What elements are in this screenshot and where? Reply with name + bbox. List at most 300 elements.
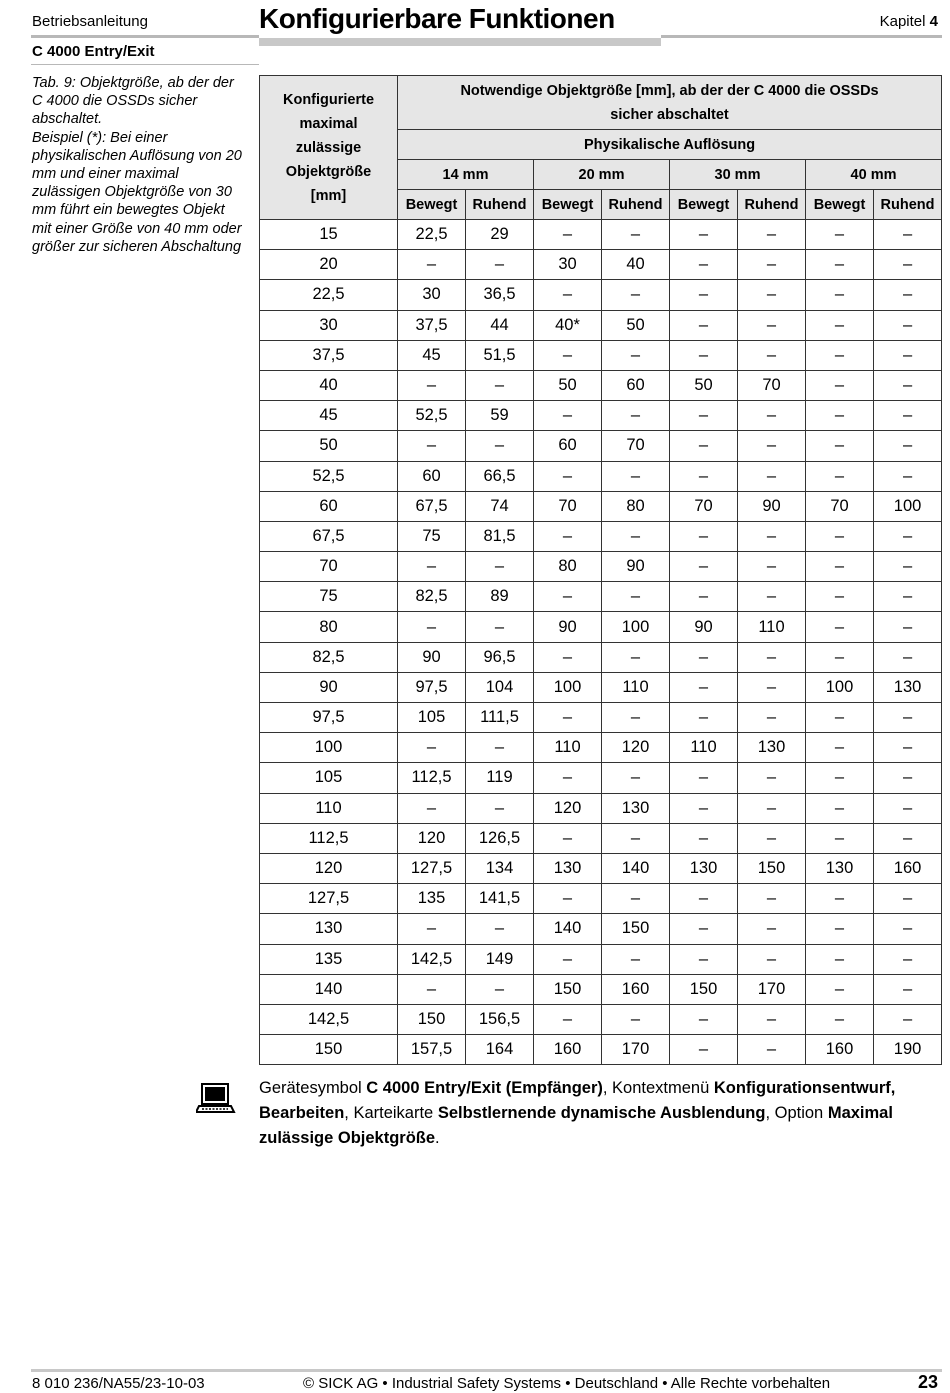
table-cell: 80 — [534, 552, 602, 582]
table-cell: – — [398, 974, 466, 1004]
table-cell: 142,5 — [398, 944, 466, 974]
note-text-segment: , Option — [765, 1104, 828, 1122]
table-cell: – — [466, 733, 534, 763]
table-cell: – — [874, 944, 942, 974]
table-cell: 160 — [874, 853, 942, 883]
table-cell: – — [874, 370, 942, 400]
table-cell: – — [670, 461, 738, 491]
table-cell: 164 — [466, 1035, 534, 1065]
table-cell: 90 — [738, 491, 806, 521]
table-cell: – — [874, 733, 942, 763]
table-cell: – — [806, 793, 874, 823]
table-cell: – — [670, 1035, 738, 1065]
table-row — [260, 310, 942, 340]
table-cell: 190 — [874, 1035, 942, 1065]
table-cell: 150 — [602, 914, 670, 944]
table-cell: 70 — [806, 491, 874, 521]
title-underline — [259, 38, 661, 46]
configured-size-cell: 130 — [260, 914, 398, 944]
note-text-segment: , Kontextmenü — [602, 1079, 714, 1097]
state-header: Ruhend — [466, 190, 534, 220]
table-cell: 90 — [670, 612, 738, 642]
table-cell: – — [670, 763, 738, 793]
table-cell: – — [466, 914, 534, 944]
table-cell: 170 — [738, 974, 806, 1004]
table-cell: – — [602, 884, 670, 914]
table-cell: 60 — [398, 461, 466, 491]
table-cell: 44 — [466, 310, 534, 340]
table-cell: 160 — [534, 1035, 602, 1065]
table-row — [260, 582, 942, 612]
menu-path-term: C 4000 Entry/Exit (Empfänger) — [366, 1079, 603, 1097]
table-row — [260, 793, 942, 823]
column-header-resolution: Physikalische Auflösung — [398, 130, 942, 160]
table-cell: – — [602, 521, 670, 551]
table-cell: – — [874, 582, 942, 612]
table-cell: – — [534, 703, 602, 733]
table-row — [260, 823, 942, 853]
configured-size-cell: 67,5 — [260, 521, 398, 551]
configured-size-cell: 20 — [260, 250, 398, 280]
table-cell: – — [602, 944, 670, 974]
table-cell: – — [738, 582, 806, 612]
table-cell: – — [874, 401, 942, 431]
table-cell: – — [670, 793, 738, 823]
configured-size-cell: 90 — [260, 672, 398, 702]
configured-size-cell: 140 — [260, 974, 398, 1004]
table-cell: – — [806, 461, 874, 491]
table-cell: 110 — [602, 672, 670, 702]
table-cell: – — [738, 672, 806, 702]
table-cell: 50 — [670, 370, 738, 400]
table-cell: 75 — [398, 521, 466, 551]
table-cell: – — [738, 310, 806, 340]
configured-size-cell: 97,5 — [260, 703, 398, 733]
table-cell: 156,5 — [466, 1004, 534, 1034]
table-cell: – — [466, 552, 534, 582]
table-cell: 157,5 — [398, 1035, 466, 1065]
table-cell: – — [534, 521, 602, 551]
table-cell: – — [466, 793, 534, 823]
table-cell: 52,5 — [398, 401, 466, 431]
table-row — [260, 944, 942, 974]
table-cell: – — [670, 552, 738, 582]
table-cell: – — [602, 280, 670, 310]
table-cell: – — [670, 823, 738, 853]
table-cell: – — [602, 1004, 670, 1034]
table-cell: – — [466, 250, 534, 280]
table-cell: – — [738, 1035, 806, 1065]
table-cell: – — [874, 1004, 942, 1034]
table-cell: – — [670, 250, 738, 280]
table-cell: 80 — [602, 491, 670, 521]
table-cell: 150 — [670, 974, 738, 1004]
table-cell: 97,5 — [398, 672, 466, 702]
table-cell: 50 — [534, 370, 602, 400]
table-cell: – — [806, 733, 874, 763]
table-cell: – — [466, 431, 534, 461]
table-cell: – — [738, 642, 806, 672]
table-cell: 100 — [534, 672, 602, 702]
table-cell: 50 — [602, 310, 670, 340]
table-cell: 130 — [806, 853, 874, 883]
table-cell: – — [670, 582, 738, 612]
table-cell: – — [738, 914, 806, 944]
table-cell: – — [738, 884, 806, 914]
table-cell: 40* — [534, 310, 602, 340]
table-cell: – — [738, 944, 806, 974]
configured-size-cell: 75 — [260, 582, 398, 612]
table-cell: – — [874, 642, 942, 672]
table-cell: – — [874, 310, 942, 340]
table-row — [260, 401, 942, 431]
configured-size-cell: 100 — [260, 733, 398, 763]
table-cell: – — [534, 944, 602, 974]
table-cell: 127,5 — [398, 853, 466, 883]
table-cell: – — [874, 793, 942, 823]
table-cell: – — [602, 763, 670, 793]
table-cell: – — [874, 823, 942, 853]
chapter-number: 4 — [929, 13, 938, 30]
table-cell: 59 — [466, 401, 534, 431]
table-cell: 130 — [670, 853, 738, 883]
table-cell: – — [398, 733, 466, 763]
table-cell: – — [534, 280, 602, 310]
table-cell: 70 — [670, 491, 738, 521]
table-cell: – — [670, 310, 738, 340]
chapter-indicator — [880, 13, 938, 30]
table-cell: – — [874, 703, 942, 733]
column-header-required-size: Notwendige Objektgröße [mm], ab der der C 4000 die OSSDs sicher abschaltet — [398, 76, 942, 130]
table-row — [260, 521, 942, 551]
table-row — [260, 552, 942, 582]
table-cell: – — [806, 340, 874, 370]
header-product: C 4000 Entry/Exit — [32, 43, 155, 60]
table-row — [260, 733, 942, 763]
table-cell: – — [806, 763, 874, 793]
table-cell: – — [738, 552, 806, 582]
table-cell: – — [874, 461, 942, 491]
state-header: Bewegt — [670, 190, 738, 220]
table-cell: 100 — [874, 491, 942, 521]
table-cell: 141,5 — [466, 884, 534, 914]
configured-size-cell: 150 — [260, 1035, 398, 1065]
table-cell: – — [534, 401, 602, 431]
table-cell: – — [670, 1004, 738, 1034]
table-cell: – — [738, 461, 806, 491]
table-cell: – — [738, 1004, 806, 1034]
table-cell: – — [874, 612, 942, 642]
table-cell: – — [806, 974, 874, 1004]
page-title: Konfigurierbare Funktionen — [259, 3, 615, 34]
table-cell: 110 — [670, 733, 738, 763]
configured-size-cell: 142,5 — [260, 1004, 398, 1034]
table-cell: – — [398, 431, 466, 461]
configured-size-cell: 120 — [260, 853, 398, 883]
object-size-table — [259, 75, 942, 1065]
table-cell: – — [806, 703, 874, 733]
table-cell: 70 — [738, 370, 806, 400]
table-cell: – — [806, 220, 874, 250]
table-cell: – — [806, 280, 874, 310]
configured-size-cell: 22,5 — [260, 280, 398, 310]
state-header: Ruhend — [602, 190, 670, 220]
resolution-header: 30 mm — [670, 160, 806, 190]
table-cell: – — [670, 401, 738, 431]
table-cell: – — [534, 642, 602, 672]
table-cell: – — [670, 944, 738, 974]
table-cell: – — [670, 672, 738, 702]
table-cell: – — [670, 521, 738, 551]
table-cell: 140 — [534, 914, 602, 944]
table-cell: – — [534, 763, 602, 793]
table-cell: 140 — [602, 853, 670, 883]
laptop-icon — [196, 1082, 236, 1118]
table-cell: – — [534, 823, 602, 853]
table-row — [260, 914, 942, 944]
configured-size-cell: 105 — [260, 763, 398, 793]
menu-path-term: Konfigurationsentwurf, Bearbeiten — [259, 1079, 896, 1122]
table-cell: – — [398, 370, 466, 400]
table-cell: – — [806, 1004, 874, 1034]
table-cell: – — [806, 884, 874, 914]
table-cell: – — [806, 612, 874, 642]
configured-size-cell: 52,5 — [260, 461, 398, 491]
table-cell: 96,5 — [466, 642, 534, 672]
table-cell: 82,5 — [398, 582, 466, 612]
table-cell: – — [874, 220, 942, 250]
table-cell: – — [398, 612, 466, 642]
table-cell: – — [534, 340, 602, 370]
table-cell: – — [398, 793, 466, 823]
configured-size-cell: 30 — [260, 310, 398, 340]
table-cell: – — [738, 250, 806, 280]
table-cell: – — [738, 703, 806, 733]
table-cell: – — [738, 793, 806, 823]
table-cell: – — [534, 220, 602, 250]
table-cell: 29 — [466, 220, 534, 250]
table-cell: – — [738, 431, 806, 461]
resolution-header: 20 mm — [534, 160, 670, 190]
table-cell: – — [738, 280, 806, 310]
table-cell: 130 — [602, 793, 670, 823]
table-cell: – — [806, 914, 874, 944]
table-cell: – — [466, 370, 534, 400]
table-cell: 60 — [602, 370, 670, 400]
table-cell: 22,5 — [398, 220, 466, 250]
configured-size-cell: 37,5 — [260, 340, 398, 370]
table-row — [260, 642, 942, 672]
table-cell: 120 — [398, 823, 466, 853]
configured-size-cell: 60 — [260, 491, 398, 521]
state-header: Bewegt — [534, 190, 602, 220]
table-cell: 51,5 — [466, 340, 534, 370]
table-cell: 104 — [466, 672, 534, 702]
table-cell: – — [670, 431, 738, 461]
configured-size-cell: 127,5 — [260, 884, 398, 914]
table-cell: 149 — [466, 944, 534, 974]
table-row — [260, 1035, 942, 1065]
table-cell: – — [806, 250, 874, 280]
table-cell: 130 — [874, 672, 942, 702]
configured-size-cell: 45 — [260, 401, 398, 431]
column-header-configured-size: Konfigurierte maximal zulässige Objektgröße [mm] — [260, 76, 398, 220]
table-row — [260, 461, 942, 491]
table-cell: – — [398, 914, 466, 944]
table-row — [260, 340, 942, 370]
table-cell: 120 — [602, 733, 670, 763]
table-cell: – — [602, 401, 670, 431]
table-caption-note — [32, 74, 242, 256]
configured-size-cell: 135 — [260, 944, 398, 974]
table-cell: – — [806, 310, 874, 340]
table-cell: 111,5 — [466, 703, 534, 733]
configured-size-cell: 80 — [260, 612, 398, 642]
table-cell: 126,5 — [466, 823, 534, 853]
table-row — [260, 974, 942, 1004]
table-cell: 112,5 — [398, 763, 466, 793]
table-cell: – — [806, 823, 874, 853]
page-number: 23 — [917, 1372, 938, 1392]
table-cell: – — [602, 582, 670, 612]
table-cell: – — [602, 220, 670, 250]
table-cell: 160 — [602, 974, 670, 1004]
table-cell: 105 — [398, 703, 466, 733]
table-cell: 45 — [398, 340, 466, 370]
table-cell: – — [670, 914, 738, 944]
header-subdivider — [31, 64, 259, 65]
menu-path-term: Maximal zulässige Objektgröße — [259, 1104, 893, 1147]
table-cell: – — [670, 220, 738, 250]
table-cell: 40 — [602, 250, 670, 280]
table-cell: – — [874, 914, 942, 944]
table-cell: – — [874, 521, 942, 551]
table-cell: – — [874, 280, 942, 310]
table-cell: 160 — [806, 1035, 874, 1065]
table-row — [260, 280, 942, 310]
table-row — [260, 250, 942, 280]
table-cell: 70 — [534, 491, 602, 521]
table-row — [260, 763, 942, 793]
table-row — [260, 491, 942, 521]
header-doc-type: Betriebsanleitung — [32, 13, 148, 30]
table-cell: 60 — [534, 431, 602, 461]
state-header: Bewegt — [398, 190, 466, 220]
table-cell: 67,5 — [398, 491, 466, 521]
table-cell: 135 — [398, 884, 466, 914]
table-cell: 110 — [738, 612, 806, 642]
header-divider-right — [661, 35, 942, 38]
table-cell: 150 — [738, 853, 806, 883]
table-cell: – — [738, 220, 806, 250]
table-cell: 110 — [534, 733, 602, 763]
table-cell: 90 — [398, 642, 466, 672]
table-cell: – — [874, 884, 942, 914]
table-cell: – — [670, 280, 738, 310]
table-cell: 36,5 — [466, 280, 534, 310]
note-text-segment: , Karteikarte — [344, 1104, 438, 1122]
table-cell: – — [738, 401, 806, 431]
table-cell: – — [670, 642, 738, 672]
table-cell: – — [806, 431, 874, 461]
configured-size-cell: 15 — [260, 220, 398, 250]
table-cell: – — [670, 884, 738, 914]
table-cell: – — [466, 612, 534, 642]
configured-size-cell: 50 — [260, 431, 398, 461]
table-cell: – — [602, 823, 670, 853]
table-row — [260, 672, 942, 702]
header-divider — [31, 35, 259, 38]
table-cell: 130 — [534, 853, 602, 883]
table-cell: – — [398, 552, 466, 582]
menu-path-term: Selbstlernende dynamische Ausblendung — [437, 1104, 766, 1122]
table-cell: 170 — [602, 1035, 670, 1065]
table-row — [260, 853, 942, 883]
table-cell: – — [534, 582, 602, 612]
table-cell: – — [874, 340, 942, 370]
table-cell: 150 — [398, 1004, 466, 1034]
table-cell: – — [874, 552, 942, 582]
table-cell: – — [806, 552, 874, 582]
table-cell: 90 — [534, 612, 602, 642]
table-cell: 120 — [534, 793, 602, 823]
table-cell: – — [874, 974, 942, 1004]
table-cell: – — [670, 703, 738, 733]
table-cell: 30 — [398, 280, 466, 310]
table-cell: 70 — [602, 431, 670, 461]
document-number: 8 010 236/NA55/23-10-03 — [32, 1375, 205, 1392]
table-cell: – — [806, 642, 874, 672]
table-cell: 130 — [738, 733, 806, 763]
table-example: Beispiel (*): Bei einer physikalischen Auflösung von 20 mm und einer maximal zulässigen Objektgröße von 30 mm führt ein bewegtes Objekt mit einer Größe von 40 mm oder größer zur sicheren Abschaltung — [32, 129, 242, 255]
table-cell: – — [806, 944, 874, 974]
table-row — [260, 220, 942, 250]
state-header: Ruhend — [874, 190, 942, 220]
table-cell: – — [670, 340, 738, 370]
table-cell: – — [738, 521, 806, 551]
table-row — [260, 884, 942, 914]
configured-size-cell: 112,5 — [260, 823, 398, 853]
table-cell: 100 — [602, 612, 670, 642]
table-cell: – — [534, 884, 602, 914]
chapter-label: Kapitel — [879, 13, 926, 30]
table-cell: 119 — [466, 763, 534, 793]
table-cell: – — [738, 823, 806, 853]
table-cell: – — [874, 250, 942, 280]
table-cell: – — [398, 250, 466, 280]
table-cell: 37,5 — [398, 310, 466, 340]
table-cell: 150 — [534, 974, 602, 1004]
table-cell: – — [738, 763, 806, 793]
resolution-header: 14 mm — [398, 160, 534, 190]
copyright-line: © SICK AG • Industrial Safety Systems • Deutschland • Alle Rechte vorbehalten — [303, 1375, 831, 1392]
table-cell: – — [874, 763, 942, 793]
table-caption: Tab. 9: Objektgröße, ab der der C 4000 die OSSDs sicher abschaltet. — [32, 75, 234, 128]
table-cell: 100 — [806, 672, 874, 702]
configured-size-cell: 40 — [260, 370, 398, 400]
state-header: Bewegt — [806, 190, 874, 220]
table-row — [260, 431, 942, 461]
table-cell: – — [806, 370, 874, 400]
table-cell: – — [602, 703, 670, 733]
table-cell: – — [738, 340, 806, 370]
table-cell: – — [806, 401, 874, 431]
table-cell: 81,5 — [466, 521, 534, 551]
table-row — [260, 612, 942, 642]
table-cell: 90 — [602, 552, 670, 582]
table-cell: – — [806, 521, 874, 551]
footer-divider — [31, 1369, 942, 1372]
